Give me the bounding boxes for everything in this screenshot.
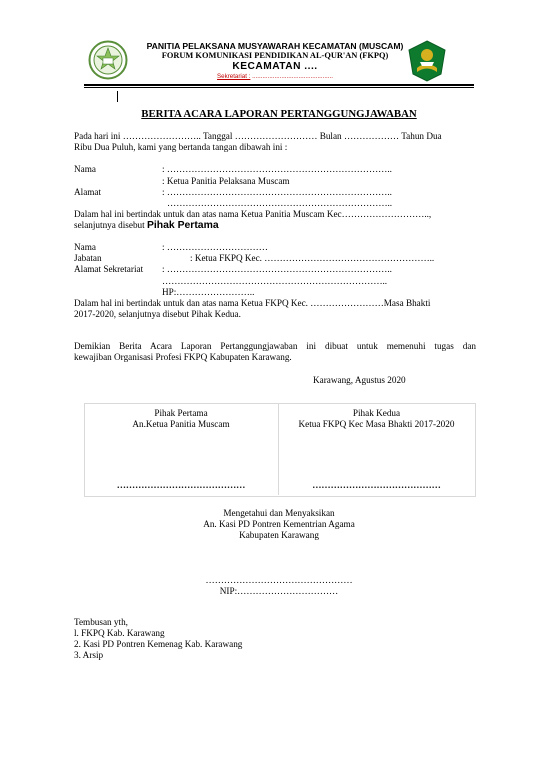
cc-label: Tembusan yth, <box>74 617 128 627</box>
closing-line-1: Demikian Berita Acara Laporan Pertanggungjawaban ini dibuat untuk memenuhi tugas dan <box>74 341 476 351</box>
sign-right-title: Pihak Kedua <box>352 408 401 418</box>
cc-item: 3. Arsip <box>74 650 104 660</box>
header-forum-line: FORUM KOMUNIKASI PENDIDIKAN AL-QUR'AN (FKPQ) <box>161 51 389 60</box>
party1-role-value: : Ketua Panitia Pelaksana Muscam <box>162 176 290 186</box>
party1-desc-line-2 <box>74 220 219 231</box>
witness-nip: NIP:…………………………… <box>219 586 339 596</box>
party1-nama-value: : ……………………………………………………………….. <box>162 164 392 174</box>
header-kecamatan-line: KECAMATAN .... <box>232 61 318 72</box>
intro-line-1: Pada hari ini …………………….. Tanggal ……………………… Bulan ……………… Tahun Dua <box>74 131 442 141</box>
sign-left-line: …………………………………… <box>116 480 246 490</box>
intro-line-2: Ribu Dua Puluh, kami yang bertanda tangan dibawah ini : <box>74 142 288 152</box>
witness-line-2: An. Kasi PD Pontren Kementrian Agama <box>203 519 355 529</box>
witness-line-3: Kabupaten Karawang <box>239 530 319 540</box>
party1-nama-label: Nama <box>74 164 96 174</box>
party2-nama-value: : …………………………… <box>162 242 268 252</box>
header-org-line: PANITIA PELAKSANA MUSYAWARAH KECAMATAN (MUSCAM) <box>146 41 404 51</box>
witness-sign-line: ………………………………………… <box>205 575 353 585</box>
place-date: Karawang, Agustus 2020 <box>313 375 406 385</box>
party2-desc-line-1: Dalam hal ini bertindak untuk dan atas nama Ketua FKPQ Kec. ……………………Masa Bhakti <box>74 298 431 308</box>
party1-desc-prefix: selanjutnya disebut <box>74 220 147 230</box>
party1-desc-line-1: Dalam hal ini bertindak untuk dan atas nama Ketua Panitia Muscam Kec……………………….., <box>74 209 432 219</box>
secretariat-label: Sekretariat : <box>217 73 251 80</box>
party1-designation: Pihak Pertama <box>146 220 219 231</box>
text-cursor <box>117 91 118 102</box>
sign-right-sub: Ketua FKPQ Kec Masa Bhakti 2017-2020 <box>298 419 455 429</box>
party1-alamat-label: Alamat <box>74 187 102 197</box>
sign-left-title: Pihak Pertama <box>154 408 208 418</box>
sign-right-line: …………………………………… <box>312 480 441 490</box>
party2-jabatan-label: Jabatan <box>74 253 102 263</box>
party1-alamat-cont: ……………………………………………………………….. <box>167 198 393 208</box>
header-secretariat-line <box>130 73 420 80</box>
sign-left-sub: An.Ketua Panitia Muscam <box>132 419 230 429</box>
party2-desc-line-2: 2017-2020, selanjutnya disebut Pihak Kedua. <box>74 309 241 319</box>
document-title: BERITA ACARA LAPORAN PERTANGGUNGJAWABAN <box>141 108 417 120</box>
witness-line-1: Mengetahui dan Menyaksikan <box>223 508 335 518</box>
header-rule-thick <box>84 84 474 86</box>
party2-alamat-label: Alamat Sekretariat <box>74 264 144 274</box>
fkpq-seal-logo <box>88 40 128 80</box>
party2-jabatan-value: : Ketua FKPQ Kec. ……………………………………………….. <box>190 253 435 263</box>
cc-item: 2. Kasi PD Pontren Kemenag Kab. Karawang <box>74 639 243 649</box>
party2-alamat-value: : ……………………………………………………………….. <box>162 264 392 274</box>
header-rule-thin <box>84 87 474 88</box>
party2-hp: HP:…………………….. <box>162 287 255 297</box>
cc-item: l. FKPQ Kab. Karawang <box>74 628 165 638</box>
closing-line-2: kewajiban Organisasi Profesi FKPQ Kabupaten Karawang. <box>74 352 292 362</box>
party1-alamat-value: : ……………………………………………………………….. <box>162 187 392 197</box>
party2-alamat-cont: ……………………………………………………………….. <box>162 276 388 286</box>
party2-nama-label: Nama <box>74 242 96 252</box>
secretariat-value: ............................................... <box>252 73 333 80</box>
